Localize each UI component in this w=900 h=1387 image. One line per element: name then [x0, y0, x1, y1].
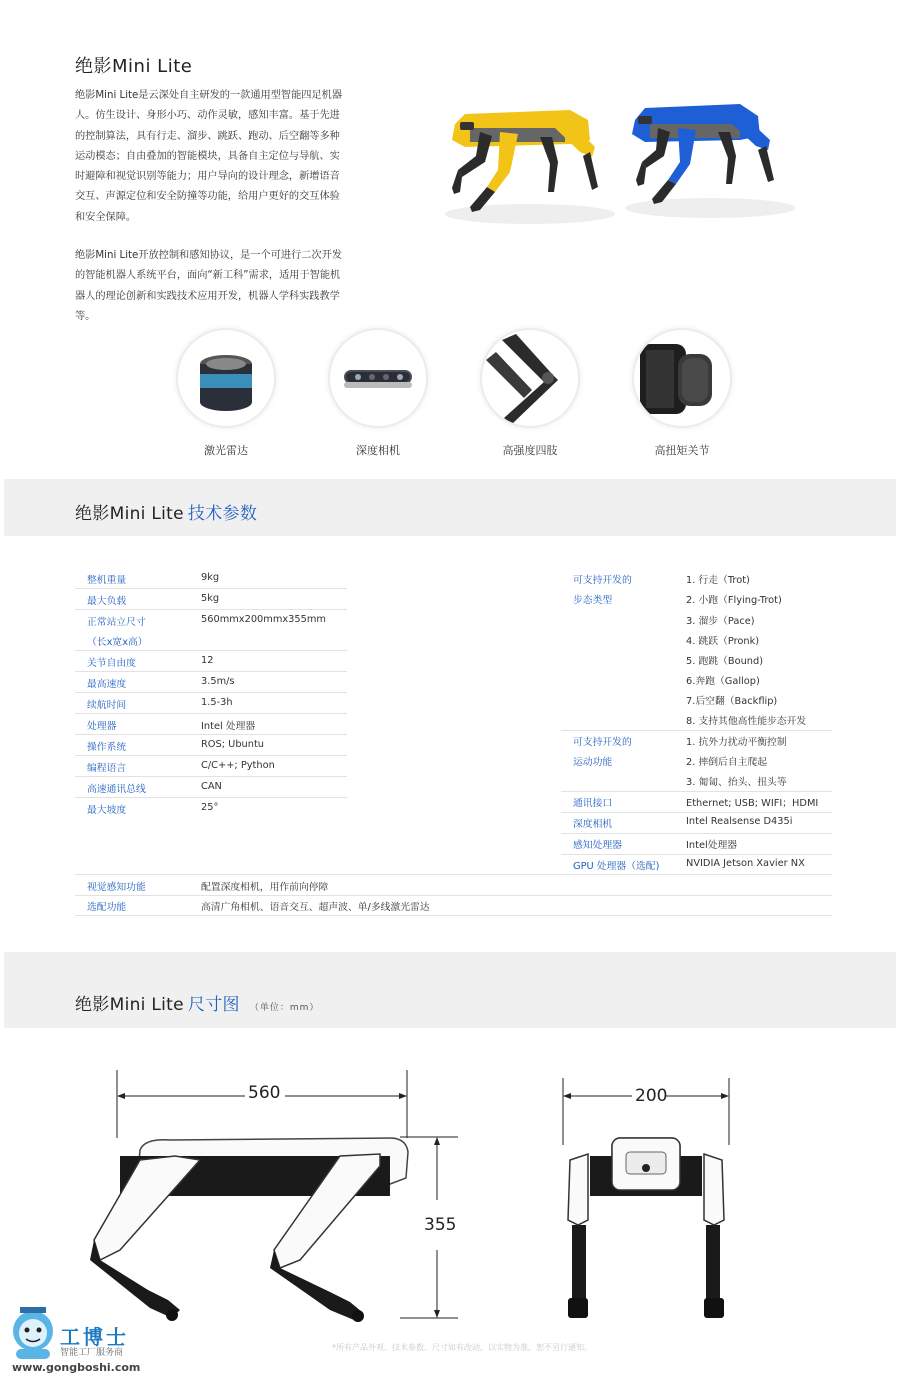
spec-value: 12: [201, 655, 214, 666]
spec-value: CAN: [201, 781, 222, 792]
yellow-robot: [452, 110, 598, 212]
spec-key-line2: （长x宽x高）: [87, 637, 148, 648]
spec-value: 4. 跳跃（Pronk): [686, 636, 760, 647]
feature-lidar: [176, 328, 276, 458]
spec-key: 通讯接口: [573, 798, 613, 809]
feature-label: 高强度四肢: [502, 444, 558, 457]
spec-key: 最大负载: [87, 596, 127, 607]
footnote: *所有产品外观、技术参数、尺寸如有改动，以实物为准，恕不另行通知。: [332, 1343, 592, 1352]
spec-key: 处理器: [87, 721, 117, 732]
spec-key: 感知处理器: [573, 840, 622, 851]
specs-title-highlight: 技术参数: [187, 504, 258, 524]
spec-value: 配置深度相机，用作前向停障: [201, 882, 329, 893]
spec-key: 正常站立尺寸: [87, 617, 146, 628]
spec-value: ROS; Ubuntu: [201, 739, 265, 750]
dim-length-label: 560: [248, 1083, 281, 1103]
dims-title-prefix: 绝影Mini Lite: [75, 995, 184, 1015]
spec-key: 深度相机: [573, 819, 613, 830]
spec-value: 1.5-3h: [201, 697, 233, 708]
spec-value: NVIDIA Jetson Xavier NX: [686, 858, 805, 869]
spec-value: 3.5m/s: [201, 676, 235, 687]
spec-value: 8. 支持其他高性能步态开发: [686, 716, 807, 727]
dims-title: [75, 990, 319, 1015]
feature-joint: [632, 328, 732, 458]
feature-limb: [480, 328, 580, 458]
spec-key: 视觉感知功能: [87, 882, 146, 893]
spec-value: 1. 行走（Trot): [686, 575, 750, 586]
intro-paragraph-2: 绝影Mini Lite开放控制和感知协议，是一个可进行二次开发的智能机器人系统平台，面向“新工科”需求，适用于智能机器人的理论创新和实践技术应用开发，机器人学科实践教学等。: [75, 250, 343, 322]
spec-value: 560mmx200mmx355mm: [201, 614, 326, 625]
feature-label: 深度相机: [356, 444, 400, 457]
spec-value: 1. 抗外力扰动平衡控制: [686, 737, 787, 748]
spec-value: Intel Realsense D435i: [686, 816, 793, 827]
spec-key: 可支持开发的: [573, 575, 632, 586]
specs-title-prefix: 绝影Mini Lite: [75, 504, 184, 524]
spec-value: 2. 摔倒后自主爬起: [686, 757, 768, 768]
feature-label: 激光雷达: [204, 444, 248, 457]
spec-value: 3. 溜步（Pace): [686, 616, 755, 627]
watermark-brand: 工博士: [60, 1325, 129, 1349]
spec-key: 关节自由度: [87, 658, 136, 669]
spec-value: 5kg: [201, 593, 220, 604]
dim-height-label: 355: [424, 1215, 457, 1235]
intro-title: 绝影Mini Lite: [75, 56, 193, 77]
spec-key: 整机重量: [87, 575, 127, 586]
spec-value: C/C++; Python: [201, 760, 275, 771]
feature-depth-camera: [328, 328, 428, 458]
dims-title-highlight: 尺寸图: [187, 995, 240, 1015]
spec-value: 25°: [201, 802, 219, 813]
spec-value: Intel 处理器: [201, 721, 256, 732]
joint-motor-icon: [634, 330, 730, 426]
spec-value: 高清广角相机、语音交互、超声波、单/多线激光雷达: [201, 902, 430, 913]
dims-unit: （单位：mm）: [249, 1003, 320, 1013]
spec-value: 9kg: [201, 572, 220, 583]
blue-robot: [632, 104, 774, 204]
spec-key: GPU 处理器（选配): [573, 861, 660, 872]
spec-key: 续航时间: [87, 700, 127, 711]
depth-camera-icon: [330, 330, 426, 426]
dim-width-label: 200: [635, 1086, 668, 1106]
spec-key: 编程语言: [87, 763, 127, 774]
watermark-tagline: 智能工厂服务商: [60, 1348, 124, 1358]
spec-key: 步态类型: [573, 595, 613, 606]
spec-value: 2. 小跑（Flying-Trot): [686, 595, 782, 606]
spec-value: Intel处理器: [686, 840, 738, 851]
spec-value: 6.奔跑（Gallop): [686, 676, 760, 687]
specs-title: [75, 499, 257, 524]
feature-label: 高扭矩关节: [654, 444, 710, 457]
spec-key: 选配功能: [87, 902, 127, 913]
specs-bottom-table: [75, 878, 832, 918]
spec-value: 5. 跑跳（Bound): [686, 656, 764, 667]
spec-key: 可支持开发的: [573, 737, 632, 748]
spec-key: 运动功能: [573, 757, 613, 768]
intro-paragraph-1: 绝影Mini Lite是云深处自主研发的一款通用型智能四足机器人。仿生设计、身形小巧、动作灵敏，感知丰富。基于先进的控制算法，具有行走、溜步、跳跃、跑动、后空翻等多种运动模态；自由叠加的智能模块，具备自主定位与导航、实时避障和视觉识别等能力；用户导向的设计理念，新增语音交互、声源定位和安全防撞等功能，给用户更好的交互体验和安全保障。: [75, 90, 343, 223]
watermark-url: www.gongboshi.com: [12, 1361, 141, 1374]
specs-right-table: [561, 568, 832, 878]
robot-dogs-image: [440, 92, 840, 242]
spec-key: 高速通讯总线: [87, 784, 146, 795]
spec-value: 7.后空翻（Backflip): [686, 696, 778, 707]
spec-value: 3. 匍匐、抬头、扭头等: [686, 777, 787, 788]
spec-key: 操作系统: [87, 742, 127, 753]
spec-key: 最大坡度: [87, 805, 127, 816]
spec-value: Ethernet; USB; WIFI；HDMI: [686, 798, 819, 809]
mascot-logo-icon: [8, 1303, 58, 1361]
lidar-icon: [178, 330, 274, 426]
limb-icon: [482, 330, 578, 426]
spec-key: 最高速度: [87, 679, 127, 690]
specs-left-table: [75, 568, 347, 823]
